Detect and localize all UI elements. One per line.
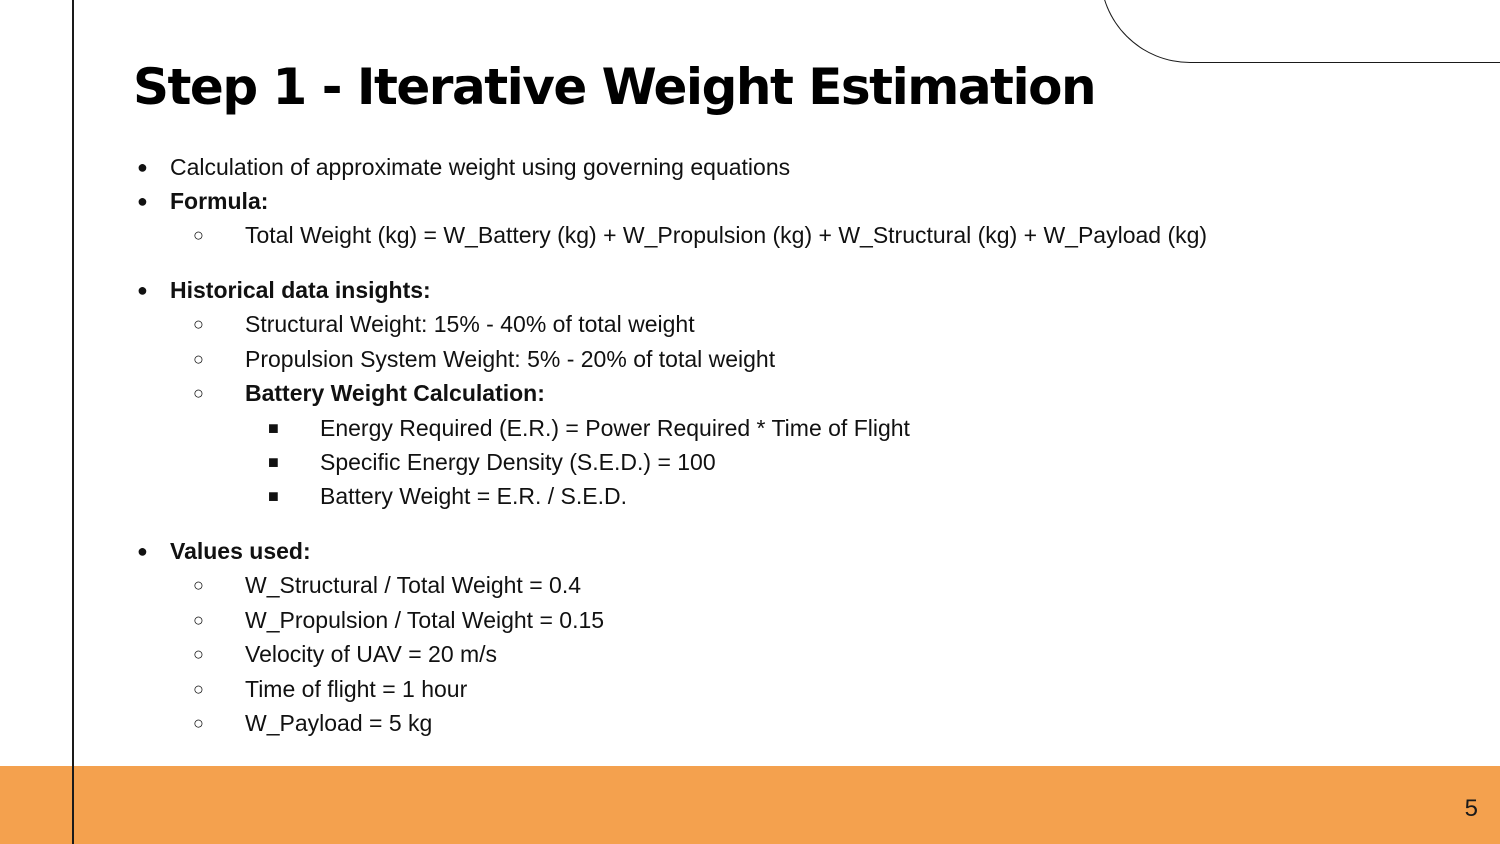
circle-bullet-icon: ○ <box>193 644 204 664</box>
list-item: Specific Energy Density (S.E.D.) = 100 <box>320 449 716 475</box>
list-item: Time of flight = 1 hour <box>245 676 468 702</box>
footer-bar <box>0 766 1500 844</box>
list-item: Battery Weight = E.R. / S.E.D. <box>320 483 627 509</box>
circle-bullet-icon: ○ <box>193 610 204 630</box>
square-bullet-icon: ■ <box>268 452 279 472</box>
list-item: Propulsion System Weight: 5% - 20% of total weight <box>245 346 776 372</box>
list-item: Calculation of approximate weight using governing equations <box>170 154 791 180</box>
slide-title: Step 1 - Iterative Weight Estimation <box>133 58 1096 116</box>
list-item: W_Propulsion / Total Weight = 0.15 <box>245 607 605 633</box>
list-item: W_Payload = 5 kg <box>245 710 433 736</box>
list-item-heading: Values used: <box>170 538 311 564</box>
circle-bullet-icon: ○ <box>193 225 204 245</box>
circle-bullet-icon: ○ <box>193 383 204 403</box>
page-number: 5 <box>1464 795 1478 822</box>
list-item: Structural Weight: 15% - 40% of total weight <box>245 311 695 337</box>
list-item: Velocity of UAV = 20 m/s <box>245 641 498 667</box>
square-bullet-icon: ■ <box>268 418 279 438</box>
circle-bullet-icon: ○ <box>193 679 204 699</box>
left-vertical-line <box>72 0 74 844</box>
disc-bullet-icon: ● <box>137 157 148 177</box>
disc-bullet-icon: ● <box>137 280 148 300</box>
list-item-heading: Battery Weight Calculation: <box>245 380 545 406</box>
list-item: Energy Required (E.R.) = Power Required * Time of Flight <box>320 415 910 441</box>
disc-bullet-icon: ● <box>137 541 148 561</box>
circle-bullet-icon: ○ <box>193 575 204 595</box>
list-item: Total Weight (kg) = W_Battery (kg) + W_Propulsion (kg) + W_Structural (kg) + W_Payload (kg) <box>245 222 1208 248</box>
circle-bullet-icon: ○ <box>193 713 204 733</box>
list-item-heading: Formula: <box>170 188 269 214</box>
circle-bullet-icon: ○ <box>193 314 204 334</box>
corner-decoration <box>1100 0 1500 63</box>
list-item-heading: Historical data insights: <box>170 277 431 303</box>
square-bullet-icon: ■ <box>268 486 279 506</box>
circle-bullet-icon: ○ <box>193 349 204 369</box>
disc-bullet-icon: ● <box>137 191 148 211</box>
list-item: W_Structural / Total Weight = 0.4 <box>245 572 582 598</box>
